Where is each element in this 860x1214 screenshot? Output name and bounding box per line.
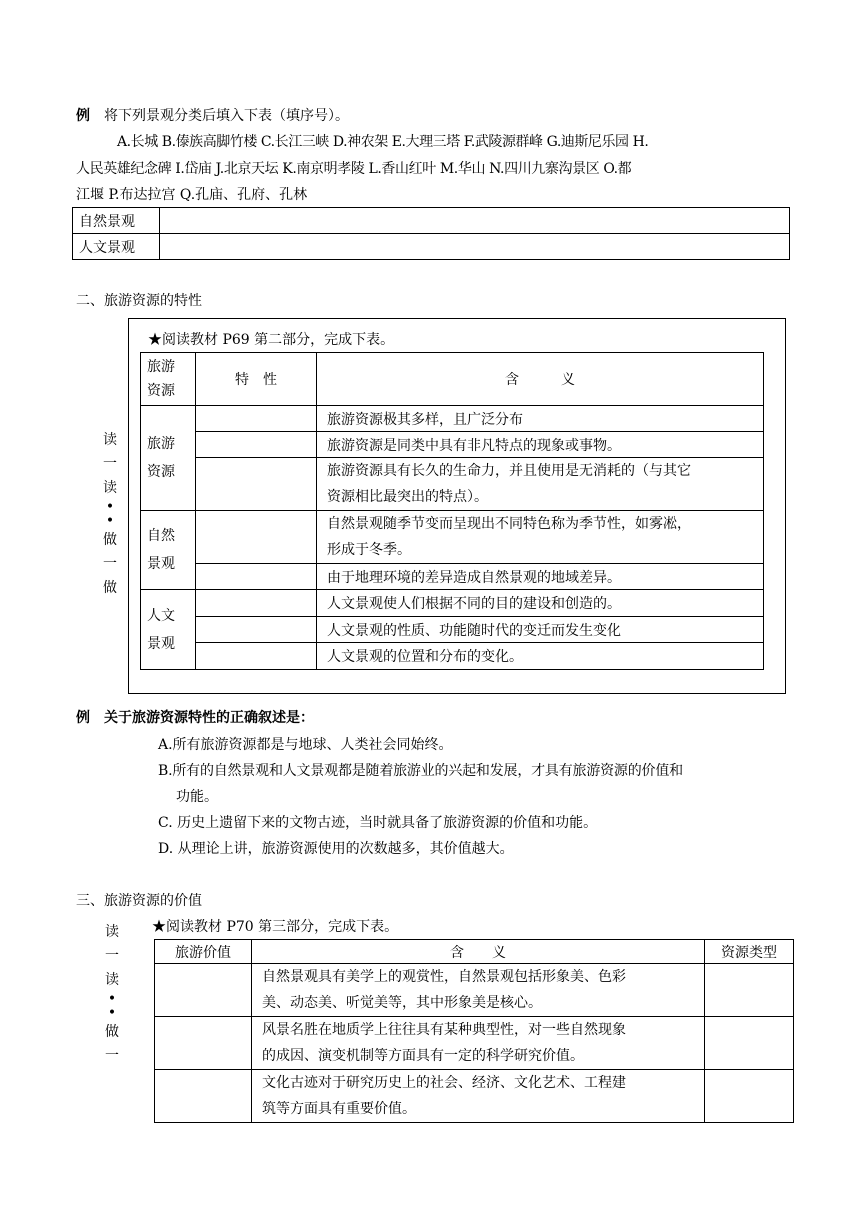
blank-characteristic[interactable] <box>196 511 317 564</box>
example-1-header <box>76 104 349 128</box>
group-cultural-landscape: 人文 景观 <box>141 590 196 670</box>
option-c: C. 历史上遗留下来的文物古迹，当时就具备了旅游资源的价值和功能。 <box>158 815 598 831</box>
meaning-cell: 人文景观的性质、功能随时代的变迁而发生变化 <box>317 617 764 643</box>
blank-resource-type[interactable] <box>705 964 794 1017</box>
section-2-title: 二、旅游资源的特性 <box>76 293 202 309</box>
header-resource: 旅游 资源 <box>141 353 196 406</box>
options-line-1: A.长城 B.傣族高脚竹楼 C.长江三峡 D.神农架 E.大理三塔 F.武陵源群峰 G.迪斯尼乐园 H. <box>117 134 649 150</box>
meaning-cell: 由于地理环境的差异造成自然景观的地域差异。 <box>317 564 764 590</box>
row-label-cultural: 人文景观 <box>73 234 160 260</box>
meaning-cell: 旅游资源极其多样，且广泛分布 <box>317 406 764 432</box>
blank-characteristic[interactable] <box>196 617 317 643</box>
meaning-cell: 人文景观的位置和分布的变化。 <box>317 643 764 670</box>
blank-characteristic[interactable] <box>196 406 317 432</box>
side-label-read-do: 读 一 读 • • 做 一 做 <box>103 432 117 596</box>
value-table <box>154 939 794 1123</box>
header-characteristic: 特 性 <box>196 353 317 406</box>
row-label-natural: 自然景观 <box>73 208 160 234</box>
blank-resource-type[interactable] <box>705 1017 794 1070</box>
section-3-title: 三、旅游资源的价值 <box>76 893 202 909</box>
header-resource-type: 资源类型 <box>705 940 794 964</box>
blank-characteristic[interactable] <box>196 643 317 670</box>
header-meaning: 含 义 <box>317 353 764 406</box>
option-d: D. 从理论上讲，旅游资源使用的次数越多，其价值越大。 <box>158 841 514 857</box>
blank-characteristic[interactable] <box>196 564 317 590</box>
value-meaning-cell: 文化古迹对于研究历史上的社会、经济、文化艺术、工程建 筑等方面具有重要价值。 <box>252 1070 705 1123</box>
section-3-intro: ★阅读教材 P70 第三部分，完成下表。 <box>152 919 399 935</box>
classification-table <box>72 207 790 260</box>
side-label-read-do-2: 读 一 读 • • 做 一 <box>105 924 119 1064</box>
blank-characteristic[interactable] <box>196 432 317 458</box>
option-b-line-1: B.所有的自然景观和人文景观都是随着旅游业的兴起和发展，才具有旅游资源的价值和 <box>158 763 683 779</box>
options-line-3: 江堰 P.布达拉宫 Q.孔庙、孔府、孔林 <box>76 187 308 203</box>
header-value: 旅游价值 <box>155 940 252 964</box>
blank-value[interactable] <box>155 964 252 1017</box>
meaning-cell: 旅游资源具有长久的生命力，并且使用是无消耗的（与其它 资源相比最突出的特点）。 <box>317 458 764 511</box>
blank-characteristic[interactable] <box>196 458 317 511</box>
blank-resource-type[interactable] <box>705 1070 794 1123</box>
options-line-2: 人民英雄纪念碑 I.岱庙 J.北京天坛 K.南京明孝陵 L.香山红叶 M.华山 N.四川九寨沟景区 O.都 <box>76 161 632 177</box>
example-2-header <box>76 706 314 730</box>
meaning-cell: 旅游资源是同类中具有非凡特点的现象或事物。 <box>317 432 764 458</box>
example-label: 例 <box>76 108 90 124</box>
blank-value[interactable] <box>155 1017 252 1070</box>
example-instruction: 将下列景观分类后填入下表（填序号）。 <box>104 108 349 124</box>
option-a: A.所有旅游资源都是与地球、人类社会同始终。 <box>158 737 453 753</box>
value-meaning-cell: 风景名胜在地质学上往往具有某种典型性，对一些自然现象 的成因、演变机制等方面具有一定的科学研究价值。 <box>252 1017 705 1070</box>
header-meaning: 含 义 <box>252 940 705 964</box>
meaning-cell: 人文景观使人们根据不同的目的建设和创造的。 <box>317 590 764 617</box>
section-2-intro: ★阅读教材 P69 第二部分，完成下表。 <box>148 332 395 348</box>
group-natural-landscape: 自然 景观 <box>141 511 196 590</box>
answer-cell-cultural[interactable] <box>160 234 790 260</box>
example-question: 关于旅游资源特性的正确叙述是： <box>104 710 314 726</box>
answer-cell-natural[interactable] <box>160 208 790 234</box>
value-meaning-cell: 自然景观具有美学上的观赏性，自然景观包括形象美、色彩 美、动态美、听觉美等，其中形象美是核心。 <box>252 964 705 1017</box>
characteristics-table <box>140 352 764 670</box>
blank-value[interactable] <box>155 1070 252 1123</box>
example-label: 例 <box>76 710 90 726</box>
blank-characteristic[interactable] <box>196 590 317 617</box>
option-b-line-2: 功能。 <box>176 789 218 805</box>
group-tourism-resource: 旅游 资源 <box>141 406 196 511</box>
meaning-cell: 自然景观随季节变而呈现出不同特色称为季节性，如雾凇， 形成于冬季。 <box>317 511 764 564</box>
